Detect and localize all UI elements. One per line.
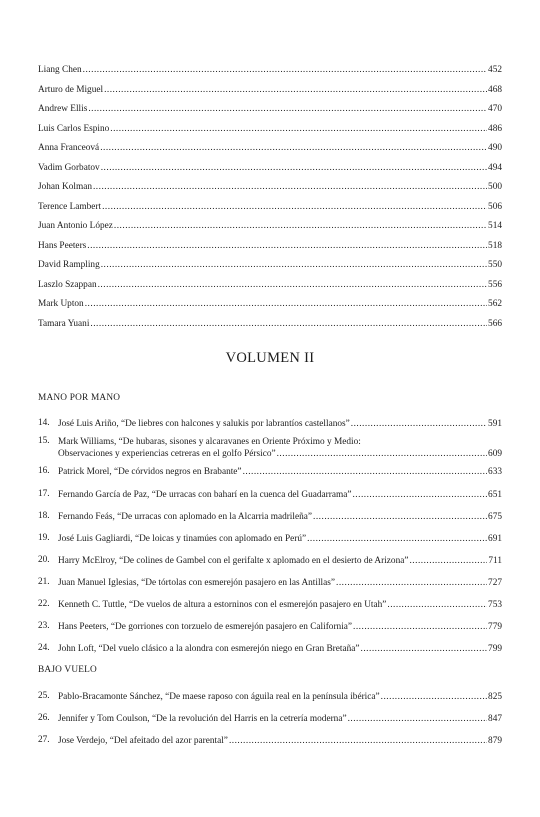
page-number: 562 <box>488 299 502 309</box>
toc-entry[interactable] <box>38 436 502 460</box>
entry-body <box>58 713 502 725</box>
author-name: Liang Chen <box>38 65 82 75</box>
toc-entry[interactable] <box>38 713 502 725</box>
dot-leader <box>83 64 487 76</box>
author-name: Vadim Gorbatov <box>38 162 100 173</box>
index-row[interactable] <box>38 103 502 115</box>
dot-leader <box>104 84 487 96</box>
index-row[interactable] <box>38 318 502 330</box>
toc-entry[interactable] <box>38 489 502 501</box>
section-title-bajo-vuelo: BAJO VUELO <box>38 665 97 675</box>
entry-line-last <box>58 643 502 655</box>
entry-line-last <box>58 555 502 567</box>
section-title-mano-por-mano: MANO POR MANO <box>38 393 121 403</box>
entry-line-last <box>58 691 502 703</box>
dot-leader <box>361 643 488 655</box>
author-name: Juan Antonio López <box>38 221 113 231</box>
entry-title: Jose Verdejo, “Del afeitado del azor parental” <box>58 736 228 746</box>
entry-line-last <box>58 533 502 545</box>
entry-body <box>58 489 502 501</box>
dot-leader <box>110 123 487 135</box>
page-number: 486 <box>488 123 502 134</box>
page-number: 470 <box>488 104 502 114</box>
entry-number: 20. <box>38 555 50 565</box>
index-row[interactable] <box>38 64 502 76</box>
entry-body <box>58 735 502 747</box>
toc-entry[interactable] <box>38 511 502 523</box>
index-row[interactable] <box>38 259 502 271</box>
entry-title: Mark Williams, “De hubaras, sisones y alcaravanes en Oriente Próximo y Medio: <box>58 437 361 447</box>
dot-leader <box>93 181 487 193</box>
toc-entry[interactable] <box>38 466 502 478</box>
page-number: 675 <box>488 512 502 522</box>
dot-leader <box>353 621 487 633</box>
dot-leader <box>352 489 487 501</box>
entry-line-last <box>58 713 502 725</box>
entry-line-last <box>58 511 502 523</box>
entry-body <box>58 436 502 460</box>
entry-title: Kenneth C. Tuttle, “De vuelos de altura a estorninos con el esmerejón pasajero en Utah” <box>58 600 387 610</box>
dot-leader <box>409 555 487 567</box>
entry-title: José Luis Ariño, “De liebres con halcones y salukis por labrantíos castellanos” <box>58 419 350 429</box>
page-number: 799 <box>488 644 502 654</box>
page-number: 879 <box>488 736 502 746</box>
dot-leader <box>348 713 487 725</box>
entry-line-last <box>58 448 502 460</box>
toc-entry[interactable] <box>38 533 502 545</box>
entry-title: Observaciones y experiencias cetreras en el golfo Pérsico” <box>58 449 276 459</box>
entry-line-last <box>58 577 502 589</box>
dot-leader <box>229 735 487 747</box>
entry-title: Hans Peeters, “De gorriones con torzuelo de esmerejón pasajero en California” <box>58 622 353 632</box>
page-number: 550 <box>488 260 502 270</box>
entry-body <box>58 621 502 633</box>
author-name: Luis Carlos Espino <box>38 123 110 134</box>
page-number: 825 <box>488 692 502 702</box>
page-number: 753 <box>488 600 502 610</box>
page-number: 506 <box>488 201 502 212</box>
toc-entry[interactable] <box>38 643 502 655</box>
entry-title: John Loft, “Del vuelo clásico a la alondra con esmerejón niego en Gran Bretaña” <box>58 644 360 654</box>
entry-body <box>58 418 502 430</box>
entry-number: 14. <box>38 418 50 428</box>
entry-number: 26. <box>38 713 50 723</box>
page-number: 847 <box>488 714 502 724</box>
entry-title: Patrick Morel, “De córvidos negros en Brabante” <box>58 467 242 477</box>
author-name: David Rampling <box>38 260 100 270</box>
entry-number: 18. <box>38 511 50 521</box>
page-number: 727 <box>488 578 502 588</box>
dot-leader <box>101 259 487 271</box>
entry-number: 15. <box>38 436 50 446</box>
index-row[interactable] <box>38 181 502 193</box>
entry-title: Fernando García de Paz, “De urracas con baharí en la cuenca del Guadarrama” <box>58 490 352 500</box>
index-row[interactable] <box>38 142 502 154</box>
dot-leader <box>85 298 487 310</box>
entry-title: Harry McElroy, “De colines de Gambel con el gerifalte x aplomado en el desierto de Arizona” <box>58 556 409 566</box>
index-row[interactable] <box>38 123 502 135</box>
dot-leader <box>351 418 487 430</box>
dot-leader <box>336 577 487 589</box>
author-name: Arturo de Miguel <box>38 84 104 95</box>
entry-body <box>58 533 502 545</box>
author-name: Mark Upton <box>38 299 84 309</box>
toc-entry[interactable] <box>38 418 502 430</box>
page-number: 691 <box>488 534 502 544</box>
dot-leader <box>90 318 487 330</box>
index-row[interactable] <box>38 279 502 291</box>
entry-body <box>58 577 502 589</box>
author-name: Hans Peeters <box>38 240 87 251</box>
dot-leader <box>243 466 487 478</box>
toc-entry[interactable] <box>38 555 502 567</box>
page-number: 591 <box>488 419 502 429</box>
entry-number: 27. <box>38 735 50 745</box>
entry-title: Pablo-Bracamonte Sánchez, “De maese raposo con águila real en la península ibérica” <box>58 692 380 702</box>
entry-number: 19. <box>38 533 50 543</box>
entry-body <box>58 643 502 655</box>
index-row[interactable] <box>38 84 502 96</box>
dot-leader <box>313 511 487 523</box>
author-name: Johan Kolman <box>38 182 92 192</box>
entry-body <box>58 691 502 703</box>
page-number: 609 <box>488 449 502 459</box>
entry-body <box>58 511 502 523</box>
entry-title: Fernando Feás, “De urracas con aplomado en la Alcarria madrileña” <box>58 512 313 522</box>
dot-leader <box>101 162 487 174</box>
entry-line-last <box>58 466 502 478</box>
entry-title: Juan Manuel Iglesias, “De tórtolas con esmerejón pasajero en las Antillas” <box>58 578 336 588</box>
index-row[interactable] <box>38 201 502 213</box>
index-row[interactable] <box>38 220 502 232</box>
entry-number: 17. <box>38 489 50 499</box>
entry-body <box>58 466 502 478</box>
page-number: 651 <box>488 490 502 500</box>
entry-line-last <box>58 489 502 501</box>
entry-number: 22. <box>38 599 50 609</box>
toc-entry[interactable] <box>38 599 502 611</box>
dot-leader <box>100 142 487 154</box>
entry-body <box>58 599 502 611</box>
entry-number: 21. <box>38 577 50 587</box>
page-number: 452 <box>488 65 502 75</box>
index-row[interactable] <box>38 240 502 252</box>
page-number: 514 <box>488 221 502 231</box>
entry-line-last <box>58 735 502 747</box>
author-name: Andrew Ellis <box>38 104 88 114</box>
page-number: 633 <box>488 467 502 477</box>
index-row[interactable] <box>38 162 502 174</box>
toc-entry[interactable] <box>38 691 502 703</box>
entry-line-last <box>58 418 502 430</box>
page-number: 556 <box>488 279 502 290</box>
volume-title: VOLUMEN II <box>225 350 315 366</box>
author-name: Laszlo Szappan <box>38 279 97 290</box>
entry-number: 16. <box>38 466 50 476</box>
entry-number: 23. <box>38 621 50 631</box>
toc-entry[interactable] <box>38 577 502 589</box>
dot-leader <box>114 220 487 232</box>
page-number: 779 <box>488 622 502 632</box>
entry-number: 24. <box>38 643 50 653</box>
entry-line-last <box>58 599 502 611</box>
entry-title: José Luis Gagliardi, “De loicas y tinamúes con aplomado en Perú” <box>58 534 307 544</box>
page-number: 500 <box>488 182 502 192</box>
author-name: Terence Lambert <box>38 201 102 212</box>
page-number: 494 <box>488 162 502 173</box>
author-name: Anna Franceová <box>38 143 100 153</box>
toc-entry[interactable] <box>38 735 502 747</box>
page-number: 468 <box>488 84 502 95</box>
page-number: 566 <box>488 318 502 329</box>
entry-number: 25. <box>38 691 50 701</box>
toc-entry[interactable] <box>38 621 502 633</box>
dot-leader <box>307 533 487 545</box>
page-number: 490 <box>488 143 502 153</box>
dot-leader <box>87 240 487 252</box>
page-number: 518 <box>488 240 502 251</box>
dot-leader <box>381 691 487 703</box>
dot-leader <box>277 448 487 460</box>
entry-title: Jennifer y Tom Coulson, “De la revolución del Harris en la cetrería moderna” <box>58 714 347 724</box>
author-name: Tamara Yuani <box>38 318 90 329</box>
dot-leader <box>387 599 487 611</box>
entry-body <box>58 555 502 567</box>
index-row[interactable] <box>38 298 502 310</box>
dot-leader <box>98 279 487 291</box>
page-number: 711 <box>488 556 502 566</box>
entry-line-last <box>58 621 502 633</box>
dot-leader <box>88 103 487 115</box>
dot-leader <box>102 201 487 213</box>
entry-line <box>58 436 502 448</box>
